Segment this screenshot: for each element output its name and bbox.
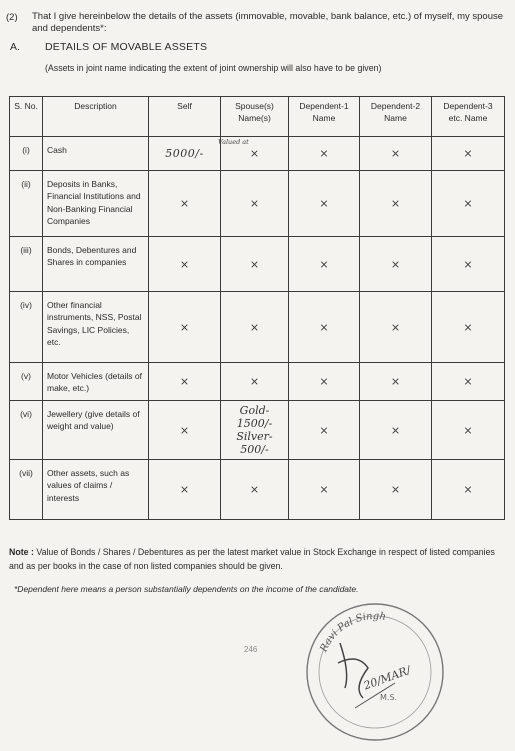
self-value: 5000/- bbox=[149, 137, 221, 171]
dependent-3-value: × bbox=[432, 401, 505, 460]
row-description: Other financial instruments, NSS, Postal Savings, LIC Policies, etc. bbox=[43, 292, 149, 363]
dependent-2-value: × bbox=[360, 237, 432, 292]
row-sno: (v) bbox=[10, 363, 43, 401]
dependent-3-value: × bbox=[432, 363, 505, 401]
self-value: × bbox=[149, 363, 221, 401]
self-value: × bbox=[149, 401, 221, 460]
stamp-sub: M.S. bbox=[380, 693, 398, 702]
intro-number: (2) bbox=[6, 12, 18, 23]
dependent-2-value: × bbox=[360, 171, 432, 237]
spouse-value: × bbox=[221, 171, 289, 237]
section-title: DETAILS OF MOVABLE ASSETS bbox=[45, 41, 208, 53]
stamp-arc-text: Ravi Pal Singh bbox=[318, 610, 387, 654]
dependent-3-value: × bbox=[432, 237, 505, 292]
dependent-2-value: × bbox=[360, 137, 432, 171]
self-value: × bbox=[149, 171, 221, 237]
row-sno: (vi) bbox=[10, 401, 43, 460]
spouse-value: × bbox=[221, 460, 289, 520]
row-sno: (i) bbox=[10, 137, 43, 171]
movable-assets-table bbox=[9, 96, 505, 520]
dependent-1-value: × bbox=[289, 292, 360, 363]
header-spouse: Spouse(s) Name(s) bbox=[221, 97, 289, 137]
note-label: Note : bbox=[9, 547, 34, 557]
dependent-2-value: × bbox=[360, 401, 432, 460]
row-sno: (iii) bbox=[10, 237, 43, 292]
header-dependent-1: Dependent-1 Name bbox=[289, 97, 360, 137]
self-value: × bbox=[149, 460, 221, 520]
row-description: Cash bbox=[43, 137, 149, 171]
spouse-valued-note: Valued at bbox=[218, 138, 249, 146]
self-value: × bbox=[149, 292, 221, 363]
dependent-2-value: × bbox=[360, 292, 432, 363]
dependent-2-value: × bbox=[360, 460, 432, 520]
table-row bbox=[10, 292, 505, 363]
row-description: Bonds, Debentures and Shares in companies bbox=[43, 237, 149, 292]
note bbox=[9, 545, 509, 573]
header-self: Self bbox=[149, 97, 221, 137]
spouse-value: × bbox=[221, 363, 289, 401]
spouse-value: Gold- 1500/- Silver- 500/- bbox=[221, 401, 289, 460]
table-row bbox=[10, 171, 505, 237]
dependent-1-value: × bbox=[289, 401, 360, 460]
dependent-1-value: × bbox=[289, 460, 360, 520]
footnote: *Dependent here means a person substantially dependents on the income of the candidate. bbox=[14, 584, 359, 594]
table-row bbox=[10, 237, 505, 292]
dependent-1-value: × bbox=[289, 137, 360, 171]
seal-icon bbox=[300, 598, 450, 746]
row-description: Motor Vehicles (details of make, etc.) bbox=[43, 363, 149, 401]
row-description: Jewellery (give details of weight and value) bbox=[43, 401, 149, 460]
note-text: Value of Bonds / Shares / Debentures as per the latest market value in Stock Exchange in respect of listed companies and as per books in the case of non listed companies should be given. bbox=[9, 547, 495, 571]
header-sno: S. No. bbox=[10, 97, 43, 137]
page-number: 246 bbox=[244, 645, 258, 654]
spouse-value: × bbox=[221, 137, 289, 171]
svg-text:Ravi Pal Singh bbox=[318, 611, 387, 655]
dependent-3-value: × bbox=[432, 292, 505, 363]
row-sno: (vii) bbox=[10, 460, 43, 520]
header-dependent-2: Dependent-2 Name bbox=[360, 97, 432, 137]
spouse-value: × bbox=[221, 237, 289, 292]
row-sno: (ii) bbox=[10, 171, 43, 237]
intro-text: That I give hereinbelow the details of the assets (immovable, movable, bank balance, etc.) of myself, my spouse and dependents*: bbox=[32, 11, 504, 34]
dependent-1-value: × bbox=[289, 363, 360, 401]
table-row bbox=[10, 401, 505, 460]
dependent-1-value: × bbox=[289, 237, 360, 292]
row-description: Other assets, such as values of claims / interests bbox=[43, 460, 149, 520]
header-dependent-3: Dependent-3 etc. Name bbox=[432, 97, 505, 137]
dependent-2-value: × bbox=[360, 363, 432, 401]
row-sno: (iv) bbox=[10, 292, 43, 363]
table-row bbox=[10, 363, 505, 401]
dependent-3-value: × bbox=[432, 460, 505, 520]
spouse-value: × bbox=[221, 292, 289, 363]
stamp-date: 20/MAR/ bbox=[361, 663, 413, 693]
table-row bbox=[10, 460, 505, 520]
table-header-row bbox=[10, 97, 505, 137]
table-row bbox=[10, 137, 505, 171]
header-description: Description bbox=[43, 97, 149, 137]
dependent-1-value: × bbox=[289, 171, 360, 237]
self-value: × bbox=[149, 237, 221, 292]
dependent-3-value: × bbox=[432, 171, 505, 237]
row-description: Deposits in Banks, Financial Institutions and Non-Banking Financial Companies bbox=[43, 171, 149, 237]
official-seal-stamp bbox=[300, 598, 450, 751]
section-subtitle: (Assets in joint name indicating the extent of joint ownership will also have to be given) bbox=[45, 63, 382, 73]
dependent-3-value: × bbox=[432, 137, 505, 171]
section-letter: A. bbox=[10, 41, 20, 53]
